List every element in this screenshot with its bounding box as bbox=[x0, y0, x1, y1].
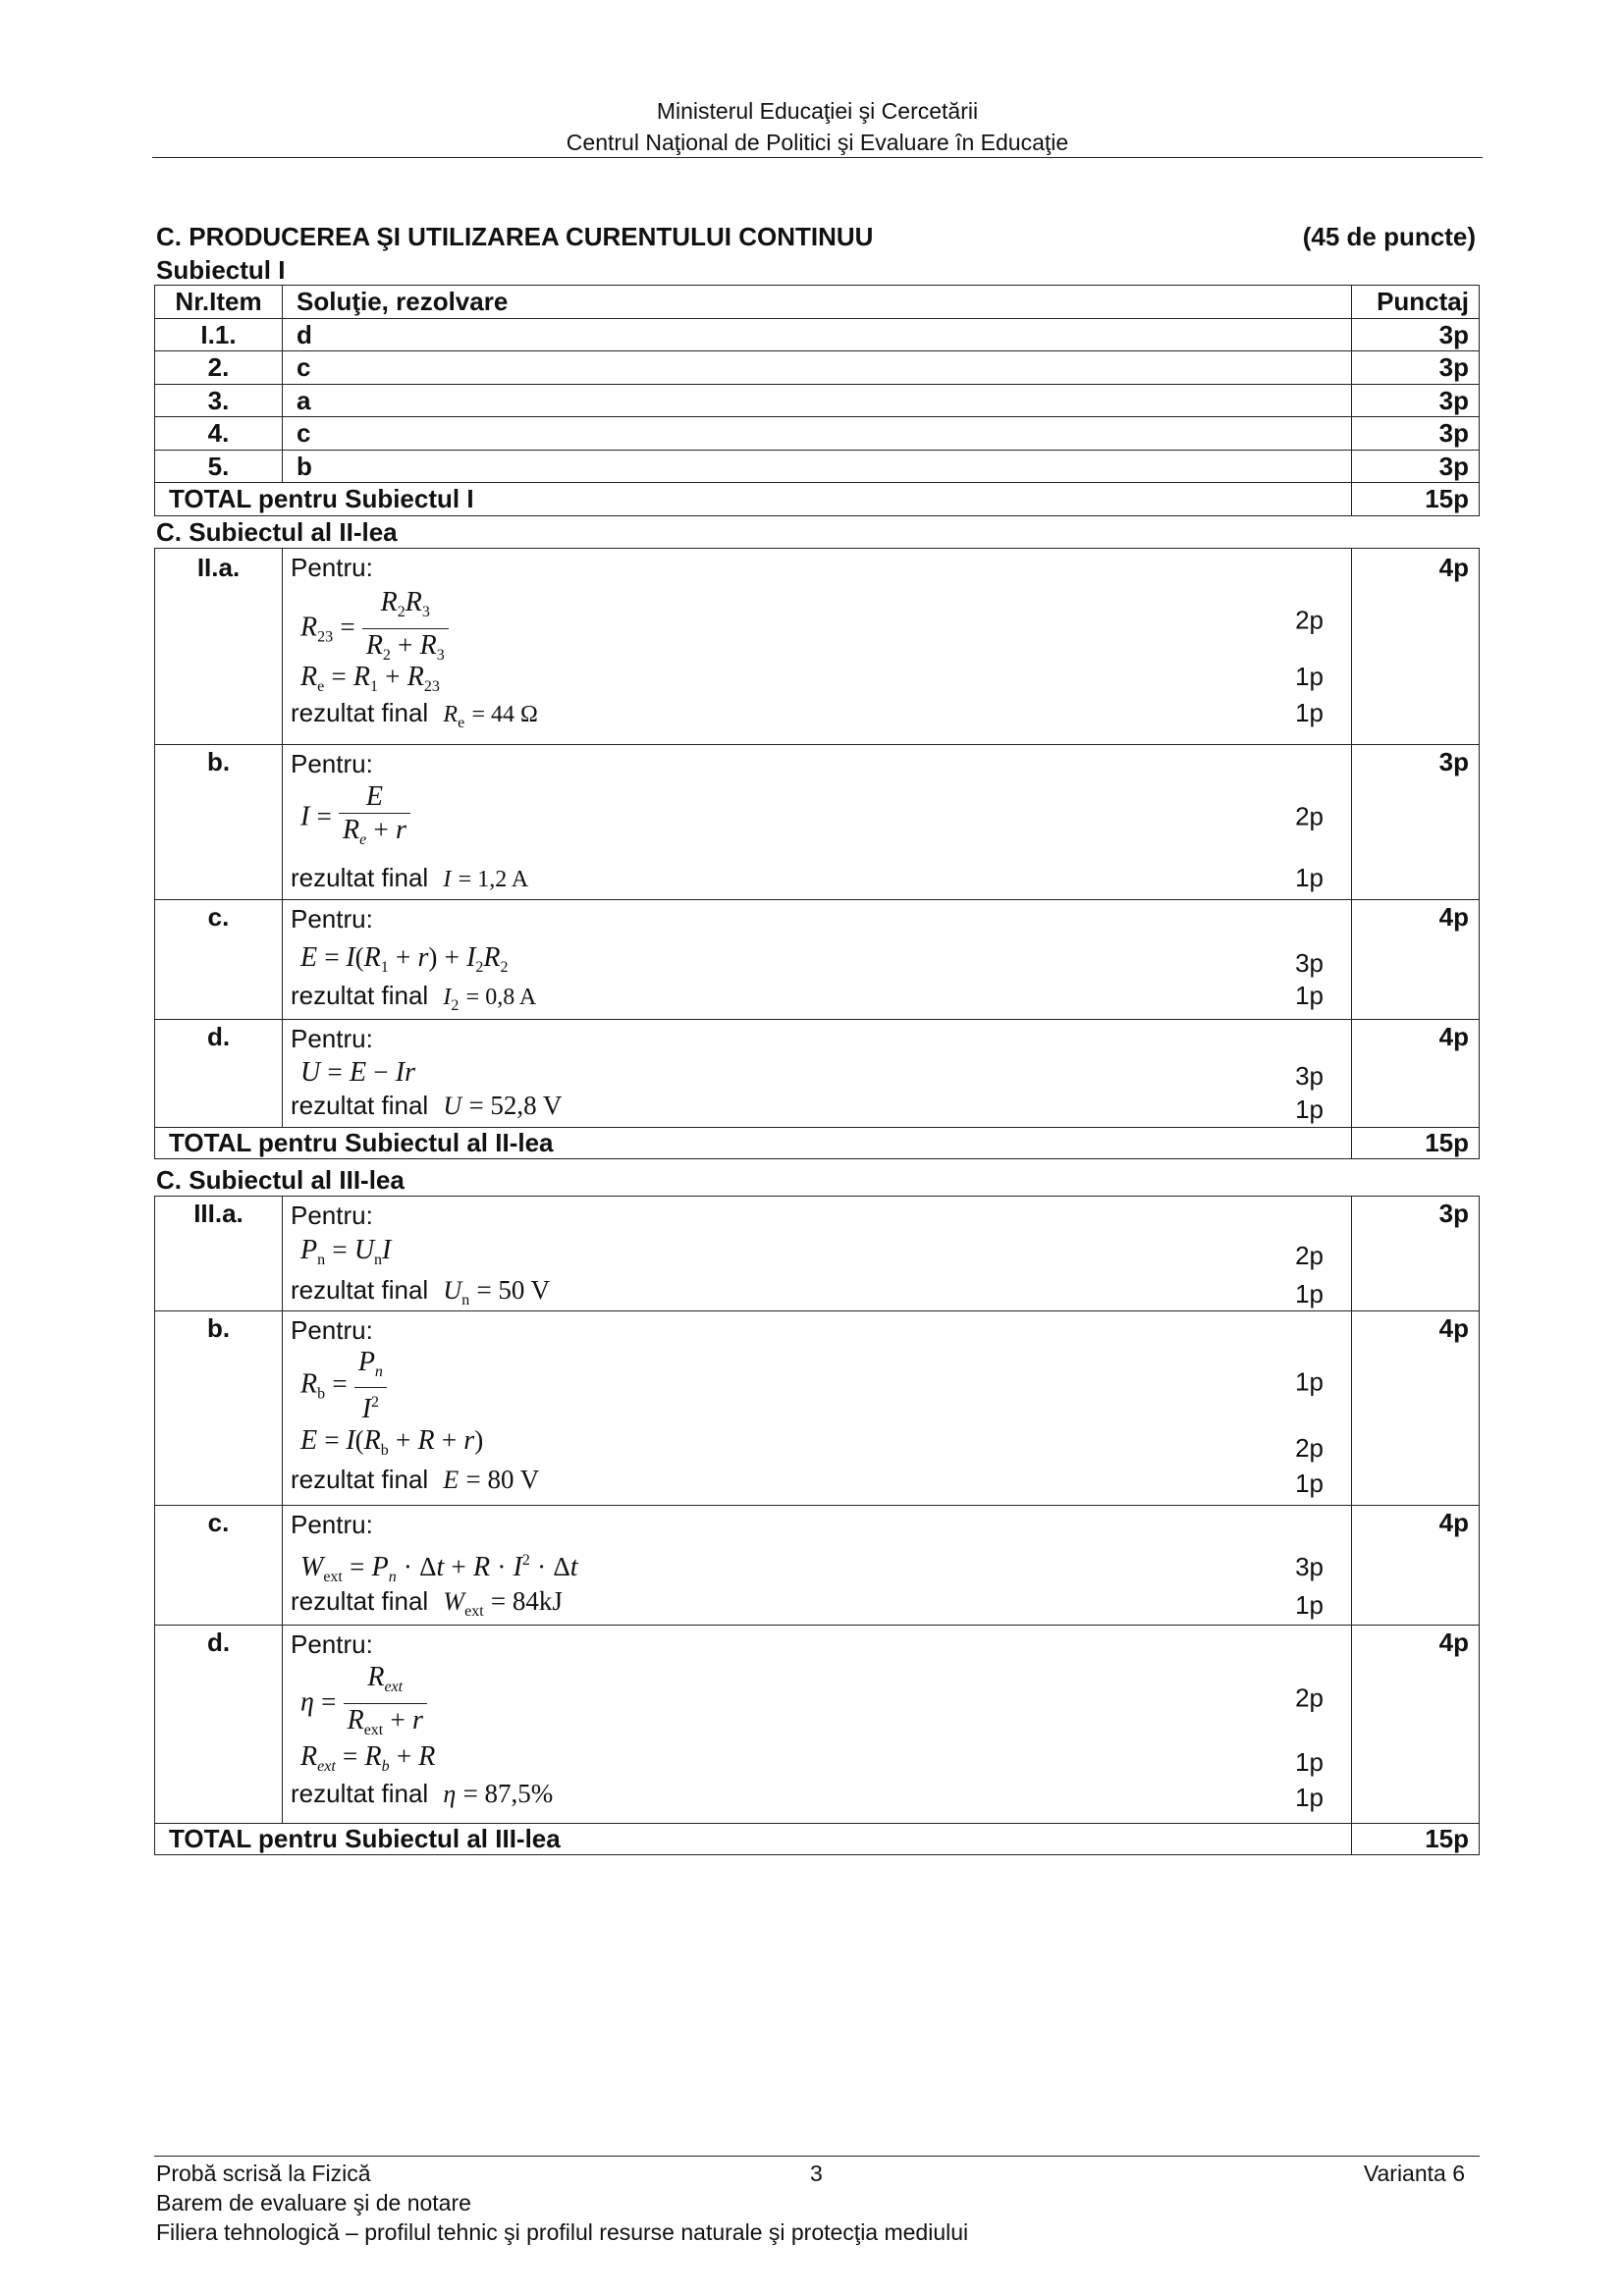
row-points: 3p bbox=[1352, 417, 1480, 451]
row-item: 4. bbox=[155, 417, 283, 451]
row-answer: c bbox=[283, 351, 1352, 385]
table-row bbox=[155, 745, 1480, 900]
final-result: rezultat final η = 87,5% 1p bbox=[291, 1779, 1324, 1812]
pentru-label: Pentru: bbox=[291, 553, 373, 582]
row-item: b. bbox=[155, 745, 283, 900]
line-points: 3p bbox=[1295, 948, 1324, 978]
col-header-solution: Soluţie, rezolvare bbox=[283, 286, 1352, 319]
row-item: 2. bbox=[155, 351, 283, 385]
line-points: 1p bbox=[1295, 863, 1324, 892]
subject3-label: C. Subiectul al III-lea bbox=[156, 1165, 405, 1195]
item-points: 4p bbox=[1352, 1506, 1480, 1626]
item-points: 3p bbox=[1352, 1197, 1480, 1311]
formula-r23: $R_{23}$ = $\frac{R_2R_3}{R_2 + R_3}$ 2p bbox=[300, 587, 1324, 664]
final-result: rezultat final $I_2 = 0,8$ A 1p bbox=[291, 981, 1324, 1014]
pentru-label: Pentru: bbox=[291, 749, 373, 778]
row-item: c. bbox=[155, 900, 283, 1020]
row-answer: a bbox=[283, 384, 1352, 417]
final-value: = 80 V bbox=[465, 1465, 540, 1494]
formula-rext: $R_{ext} = R_b + R$ 1p bbox=[291, 1735, 1343, 1777]
total-label: TOTAL pentru Subiectul I bbox=[155, 483, 1352, 516]
row-points: 3p bbox=[1352, 384, 1480, 417]
row-answer: c bbox=[283, 417, 1352, 451]
formula-efficiency: η = $\frac{R_{ext}}{R_{ext} + r}$ 2p bbox=[300, 1662, 1324, 1738]
final-value: = 0,8 A bbox=[465, 985, 537, 1010]
final-label: rezultat final bbox=[291, 698, 429, 727]
footer bbox=[154, 2159, 1480, 2247]
line-points: 2p bbox=[1295, 801, 1324, 831]
row-item: II.a. bbox=[155, 549, 283, 745]
col-header-item: Nr.Item bbox=[155, 286, 283, 319]
row-answer: d bbox=[283, 318, 1352, 351]
formula-current: I = $\frac{E}{R_e + r}$ 2p bbox=[300, 781, 1324, 848]
final-label: rezultat final bbox=[291, 1275, 429, 1305]
pentru-label: Pentru: bbox=[291, 1510, 373, 1539]
final-value: = 87,5% bbox=[462, 1779, 554, 1808]
total-points: 15p bbox=[1352, 1128, 1480, 1159]
formula-emf-b: $E = I(R_b + R + r)$ 2p bbox=[291, 1417, 1343, 1463]
final-result: rezultat final $U_n = 50$ V 1p bbox=[291, 1275, 1324, 1308]
row-item: III.a. bbox=[155, 1197, 283, 1311]
final-label: rezultat final bbox=[291, 981, 429, 1010]
total-points: 15p bbox=[1352, 483, 1480, 516]
table-row bbox=[155, 1506, 1480, 1626]
subject3-table bbox=[154, 1196, 1480, 1855]
final-value: = 50 V bbox=[476, 1275, 551, 1305]
line-points: 2p bbox=[1295, 1241, 1324, 1270]
item-points: 4p bbox=[1352, 1626, 1480, 1824]
line-points: 1p bbox=[1295, 1468, 1324, 1498]
row-answer: b bbox=[283, 450, 1352, 483]
header-ministry: Ministerul Educaţiei şi Cercetării bbox=[656, 98, 979, 124]
total-label: TOTAL pentru Subiectul al III-lea bbox=[155, 1824, 1352, 1855]
pentru-label: Pentru: bbox=[291, 1201, 373, 1230]
footer-variant: Varianta 6 bbox=[1363, 2161, 1465, 2186]
row-item: d. bbox=[155, 1020, 283, 1128]
line-points: 1p bbox=[1295, 698, 1324, 727]
table-row bbox=[155, 900, 1480, 1020]
footer-exam: Probă scrisă la Fizică bbox=[156, 2161, 371, 2186]
item-points: 4p bbox=[1352, 900, 1480, 1020]
subject1-table bbox=[154, 285, 1480, 516]
final-value: = 1,2 A bbox=[458, 867, 529, 892]
row-item: c. bbox=[155, 1506, 283, 1626]
row-item: d. bbox=[155, 1626, 283, 1824]
final-label: rezultat final bbox=[291, 1586, 429, 1616]
final-result: rezultat final U = 52,8 V 1p bbox=[291, 1091, 1324, 1124]
subject2-label: C. Subiectul al II-lea bbox=[156, 517, 398, 547]
table-row bbox=[155, 1020, 1480, 1128]
line-points: 1p bbox=[1295, 1366, 1324, 1397]
line-points: 1p bbox=[1295, 1279, 1324, 1308]
table-header-row bbox=[155, 286, 1480, 319]
formula-re: $R_e = R_1 + R_{23}$ 1p bbox=[291, 657, 1343, 696]
pentru-label: Pentru: bbox=[291, 1024, 373, 1053]
table-row bbox=[155, 1311, 1480, 1506]
row-points: 3p bbox=[1352, 351, 1480, 385]
page-header bbox=[152, 95, 1483, 158]
line-points: 1p bbox=[1295, 1590, 1324, 1620]
total-row bbox=[155, 483, 1480, 516]
table-row bbox=[155, 318, 1480, 351]
final-result: rezultat final $W_{ext} = 84kJ$ 1p bbox=[291, 1586, 1324, 1620]
table-row bbox=[155, 351, 1480, 385]
row-points: 3p bbox=[1352, 318, 1480, 351]
final-label: rezultat final bbox=[291, 1091, 429, 1120]
section-points: (45 de puncte) bbox=[1302, 222, 1476, 251]
line-points: 2p bbox=[1295, 605, 1324, 635]
footer-line3: Filiera tehnologică – profilul tehnic şi profilul resurse naturale şi protecţia mediului bbox=[156, 2219, 969, 2245]
total-row bbox=[155, 1128, 1480, 1159]
final-result: rezultat final $R_e = 44$ Ω 1p bbox=[291, 698, 1324, 731]
header-center: Centrul Naţional de Politici şi Evaluare în Educaţie bbox=[566, 130, 1069, 155]
section-title: C. PRODUCEREA ŞI UTILIZAREA CURENTULUI CONTINUU bbox=[156, 222, 874, 251]
row-item: 5. bbox=[155, 450, 283, 483]
table-row bbox=[155, 384, 1480, 417]
final-result: rezultat final E = 80 V 1p bbox=[291, 1465, 1324, 1498]
table-row bbox=[155, 1626, 1480, 1824]
formula-energy: $W_{ext} = P_n \cdot \Delta t + R \cdot I^2 \cdot \Delta t$ 3p bbox=[291, 1541, 1343, 1584]
subject1-label: Subiectul I bbox=[156, 255, 286, 285]
item-points: 4p bbox=[1352, 549, 1480, 745]
item-points: 3p bbox=[1352, 745, 1480, 900]
line-points: 1p bbox=[1295, 1747, 1324, 1777]
total-label: TOTAL pentru Subiectul al II-lea bbox=[155, 1128, 1352, 1159]
subject2-table bbox=[154, 548, 1480, 1159]
total-points: 15p bbox=[1352, 1824, 1480, 1855]
formula-power: $P_n = U_nI$ 2p bbox=[291, 1232, 1343, 1273]
item-points: 4p bbox=[1352, 1020, 1480, 1128]
final-result: rezultat final I = 1,2 A 1p bbox=[291, 863, 1324, 892]
final-label: rezultat final bbox=[291, 1465, 429, 1494]
formula-emf: $E = I(R_1 + r) + I_2R_2$ 3p bbox=[291, 935, 1343, 979]
pentru-label: Pentru: bbox=[291, 1629, 373, 1659]
formula-rb: $R_b$ = $\frac{P_n}{I^2}$ 1p bbox=[300, 1347, 1324, 1424]
footer-rule bbox=[154, 2156, 1480, 2157]
row-item: b. bbox=[155, 1311, 283, 1506]
total-row bbox=[155, 1824, 1480, 1855]
final-value: = 52,8 V bbox=[468, 1091, 563, 1120]
table-row bbox=[155, 1197, 1480, 1311]
table-row bbox=[155, 417, 1480, 451]
row-points: 3p bbox=[1352, 450, 1480, 483]
final-value: = 44 Ω bbox=[471, 702, 538, 727]
line-points: 1p bbox=[1295, 981, 1324, 1010]
line-points: 1p bbox=[1295, 1095, 1324, 1124]
header-rule bbox=[152, 157, 1483, 158]
line-points: 2p bbox=[1295, 1433, 1324, 1463]
line-points: 3p bbox=[1295, 1552, 1324, 1581]
pentru-label: Pentru: bbox=[291, 1315, 373, 1345]
page-number: 3 bbox=[810, 2161, 823, 2186]
pentru-label: Pentru: bbox=[291, 904, 373, 934]
final-label: rezultat final bbox=[291, 1779, 429, 1808]
footer-line2: Barem de evaluare şi de notare bbox=[156, 2190, 471, 2216]
row-item: 3. bbox=[155, 384, 283, 417]
line-points: 3p bbox=[1295, 1061, 1324, 1091]
line-points: 1p bbox=[1295, 662, 1324, 691]
table-row bbox=[155, 450, 1480, 483]
final-value: = 84kJ bbox=[490, 1586, 563, 1616]
line-points: 1p bbox=[1295, 1783, 1324, 1812]
row-item: I.1. bbox=[155, 318, 283, 351]
col-header-points: Punctaj bbox=[1352, 286, 1480, 319]
formula-voltage: U = E − Ir 3p bbox=[300, 1057, 1324, 1091]
item-points: 4p bbox=[1352, 1311, 1480, 1506]
table-row bbox=[155, 549, 1480, 745]
final-label: rezultat final bbox=[291, 863, 429, 892]
line-points: 2p bbox=[1295, 1682, 1324, 1713]
